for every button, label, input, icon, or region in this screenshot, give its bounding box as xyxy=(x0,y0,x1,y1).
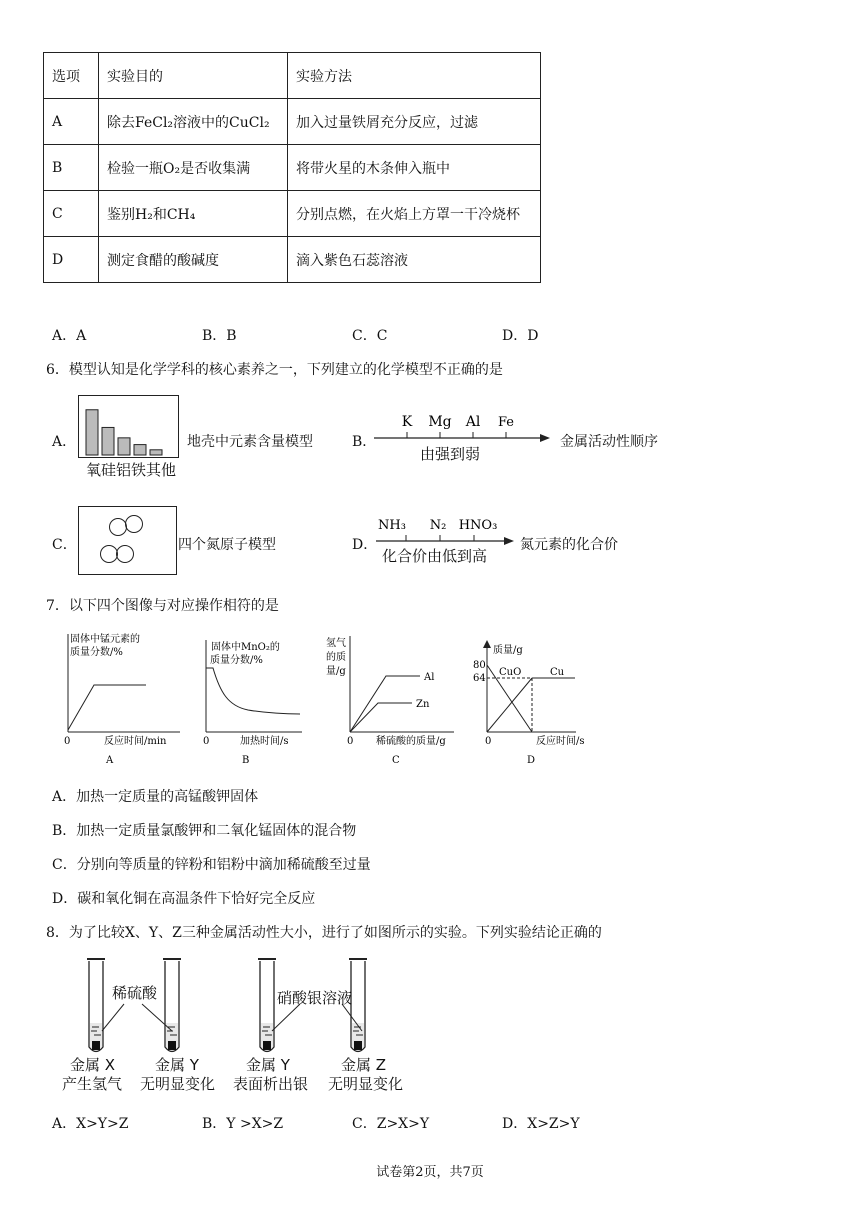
chart-c xyxy=(320,630,460,770)
row-purpose: 检验一瓶O₂是否收集满 xyxy=(99,145,288,191)
atom-circle xyxy=(110,519,127,536)
row-purpose: 测定食醋的酸碱度 xyxy=(99,237,288,283)
q7-option-d[interactable]: D．碳和氧化铜在高温条件下恰好完全反应 xyxy=(52,891,316,907)
experiment-table xyxy=(43,52,541,283)
q6-d-caption: 氮元素的化合价 xyxy=(520,537,618,553)
row-method: 将带火星的木条伸入瓶中 xyxy=(288,145,541,191)
chart-b-letter: B xyxy=(242,755,250,766)
chart-b-ylabel: 质量分数/% xyxy=(210,655,263,666)
q8-option-c[interactable]: C．Z>X>Y xyxy=(352,1116,430,1132)
q8-option-b[interactable]: B．Y >X>Z xyxy=(202,1116,284,1132)
crust-bar xyxy=(150,450,162,455)
y-arrow-icon xyxy=(483,640,491,648)
q7-option-a[interactable]: A．加热一定质量的高锰酸钾固体 xyxy=(52,789,259,805)
chart-a-ylabel: 固体中锰元素的 xyxy=(70,634,140,645)
q8-tube-2-result: 无明显变化 xyxy=(140,1075,216,1093)
q8-tube-1-name: 金属 X xyxy=(70,1056,116,1074)
q5-option-a[interactable]: A．A xyxy=(52,328,87,344)
q8-tube-3-result: 表面析出银 xyxy=(233,1075,309,1093)
q6-a-bars-caption: 氧硅铝铁其他 xyxy=(86,461,177,479)
chart-c-xlabel: 稀硫酸的质量/g xyxy=(376,736,446,747)
curve-b xyxy=(206,668,300,714)
test-tube-diagram xyxy=(80,956,420,1058)
series-zn-label: Zn xyxy=(416,699,430,710)
chart-c-ylabel: 量/g xyxy=(326,666,346,677)
q8-tube-4-name: 金属 Z xyxy=(341,1056,387,1074)
chart-c-origin: 0 xyxy=(347,736,354,747)
series-cuo-label: CuO xyxy=(499,667,522,678)
q6-a-caption: 地壳中元素含量模型 xyxy=(187,434,313,450)
q6-d-arrow-text: 化合价由低到高 xyxy=(382,547,488,565)
row-option: A xyxy=(44,99,99,145)
chart-d xyxy=(470,640,600,772)
tube-metal-x xyxy=(87,959,105,1052)
table-row xyxy=(44,145,541,191)
pointer-line xyxy=(102,1004,124,1031)
q8-stem: 8．为了比较X、Y、Z三种金属活动性大小，进行了如图所示的实验。下列实验结论正确的 xyxy=(46,925,602,941)
table-row xyxy=(44,191,541,237)
header-method: 实验方法 xyxy=(288,53,541,99)
atom-circle xyxy=(126,516,143,533)
series-cu-label: Cu xyxy=(550,667,565,678)
table-header-row xyxy=(44,53,541,99)
q7-option-b[interactable]: B．加热一定质量氯酸钾和二氧化锰固体的混合物 xyxy=(52,823,357,839)
crust-bar xyxy=(86,410,98,455)
row-purpose: 鉴别H₂和CH₄ xyxy=(99,191,288,237)
element-label: Mg xyxy=(428,414,452,430)
q7-stem: 7．以下四个图像与对应操作相符的是 xyxy=(46,598,279,614)
row-method: 分别点燃，在火焰上方罩一干冷烧杯 xyxy=(288,191,541,237)
pointer-line xyxy=(272,1004,300,1031)
table-row xyxy=(44,99,541,145)
chart-c-ylabel: 的质 xyxy=(326,652,346,663)
chart-a-origin: 0 xyxy=(64,736,71,747)
q8-option-a[interactable]: A．X>Y>Z xyxy=(52,1116,129,1132)
q6-stem: 6．模型认知是化学学科的核心素养之一，下列建立的化学模型不正确的是 xyxy=(46,362,503,378)
element-label: K xyxy=(401,414,413,430)
row-purpose: 除去FeCl₂溶液中的CuCl₂ xyxy=(99,99,288,145)
series-al-line xyxy=(350,676,420,732)
compound-label: HNO₃ xyxy=(458,518,498,533)
chart-c-letter: C xyxy=(392,755,400,766)
curve-a xyxy=(68,685,146,730)
chart-a-letter: A xyxy=(106,755,114,766)
tube-metal-y-2 xyxy=(258,959,276,1052)
chart-d-origin: 0 xyxy=(485,736,492,747)
chart-b-origin: 0 xyxy=(203,736,210,747)
q6-option-d-label[interactable]: D． xyxy=(352,537,378,553)
row-option: C xyxy=(44,191,99,237)
q6-c-caption: 四个氮原子模型 xyxy=(178,537,276,553)
q8-tube-4-result: 无明显变化 xyxy=(328,1075,404,1093)
header-purpose: 实验目的 xyxy=(99,53,288,99)
crust-bar xyxy=(102,427,114,455)
compound-label: NH₃ xyxy=(378,518,406,533)
crust-bar xyxy=(134,445,146,455)
q6-option-c-label[interactable]: C． xyxy=(52,537,77,553)
row-method: 加入过量铁屑充分反应，过滤 xyxy=(288,99,541,145)
chart-a-xlabel: 反应时间/min xyxy=(104,736,167,747)
q6-option-b-label[interactable]: B． xyxy=(352,434,377,450)
element-label: Fe xyxy=(497,415,515,430)
row-option: B xyxy=(44,145,99,191)
chart-a xyxy=(58,630,188,770)
atom-circle xyxy=(101,546,118,563)
q8-tube-2-name: 金属 Y xyxy=(155,1056,199,1074)
q8-reagent-2: 硝酸银溶液 xyxy=(277,989,353,1007)
q5-option-c[interactable]: C．C xyxy=(352,328,388,344)
q6-option-a-label[interactable]: A． xyxy=(52,434,77,450)
arrow-head-icon xyxy=(540,434,550,442)
chart-b-xlabel: 加热时间/s xyxy=(240,736,289,747)
model-frame xyxy=(79,507,177,575)
chart-c-ylabel: 氢气 xyxy=(326,638,346,649)
q5-option-d[interactable]: D．D xyxy=(502,328,539,344)
crust-bar xyxy=(118,438,130,455)
table-row xyxy=(44,237,541,283)
chart-d-ylabel: 质量/g xyxy=(493,645,523,656)
chart-d-xlabel: 反应时间/s xyxy=(536,736,585,747)
tube-metal-y xyxy=(163,959,181,1052)
series-cu-line xyxy=(487,678,532,732)
row-method: 滴入紫色石蕊溶液 xyxy=(288,237,541,283)
q8-tube-3-name: 金属 Y xyxy=(246,1056,290,1074)
chart-b-ylabel: 固体中MnO₂的 xyxy=(211,642,280,653)
tick-80: 80 xyxy=(473,660,486,671)
tick-64: 64 xyxy=(473,673,486,684)
header-option: 选项 xyxy=(44,53,99,99)
q5-option-b[interactable]: B．B xyxy=(202,328,237,344)
nitrogen-atom-model xyxy=(78,506,178,576)
q6-b-arrow-text: 由强到弱 xyxy=(420,445,481,463)
q6-b-caption: 金属活动性顺序 xyxy=(560,434,658,450)
q8-tube-1-result: 产生氢气 xyxy=(62,1075,123,1093)
atom-circle xyxy=(117,546,134,563)
page-footer: 试卷第2页，共7页 xyxy=(376,1165,484,1180)
row-option: D xyxy=(44,237,99,283)
compound-label: N₂ xyxy=(429,518,447,533)
chart-a-ylabel: 质量分数/% xyxy=(70,647,123,658)
chart-b xyxy=(198,630,318,770)
arrow-head-icon xyxy=(504,537,514,545)
element-label: Al xyxy=(465,414,481,430)
q7-option-c[interactable]: C．分别向等质量的锌粉和铝粉中滴加稀硫酸至过量 xyxy=(52,857,371,873)
q8-option-d[interactable]: D．X>Z>Y xyxy=(502,1116,580,1132)
q8-reagent-1: 稀硫酸 xyxy=(112,984,158,1002)
chart-d-letter: D xyxy=(527,755,536,766)
series-al-label: Al xyxy=(424,672,435,683)
